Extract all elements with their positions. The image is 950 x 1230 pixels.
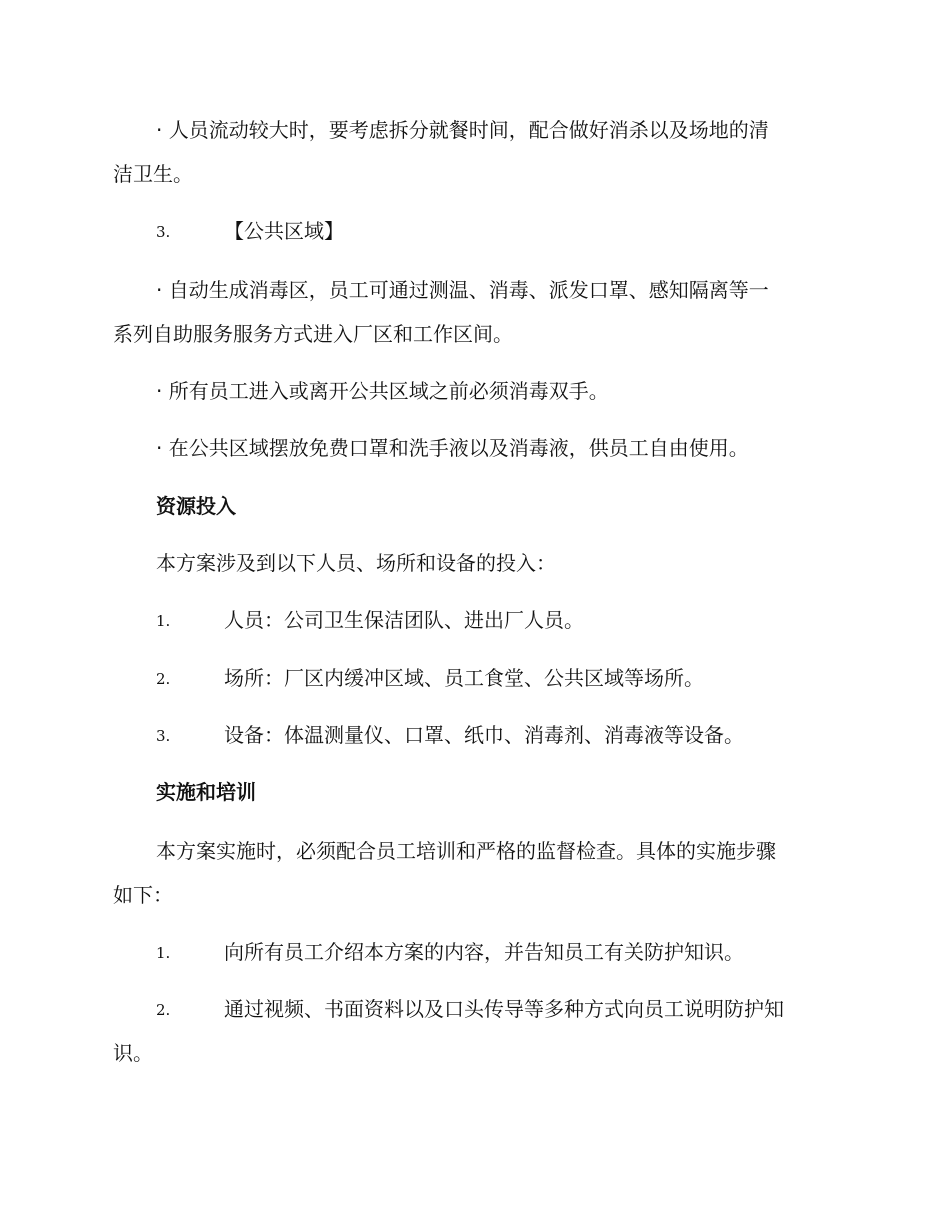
list-number: 2. — [156, 1001, 171, 1019]
paragraph-line: · 在公共区域摆放免费口罩和洗手液以及消毒液，供员工自由使用。 — [156, 436, 749, 460]
paragraph-line: · 自动生成消毒区，员工可通过测温、消毒、派发口罩、感知隔离等一 — [156, 278, 769, 302]
paragraph-line: 本方案涉及到以下人员、场所和设备的投入： — [156, 551, 556, 575]
list-number: 3. — [156, 727, 171, 745]
list-item-continuation: 识。 — [113, 1041, 153, 1065]
paragraph-line: · 人员流动较大时，要考虑拆分就餐时间，配合做好消杀以及场地的清 — [156, 118, 769, 142]
paragraph-line: 洁卫生。 — [113, 162, 193, 186]
list-item: 通过视频、书面资料以及口头传导等多种方式向员工说明防护知 — [224, 997, 784, 1021]
paragraph-line: 系列自助服务服务方式进入厂区和工作区间。 — [113, 322, 513, 346]
list-number: 2. — [156, 670, 171, 688]
list-number: 1. — [156, 612, 171, 630]
list-item: 向所有员工介绍本方案的内容，并告知员工有关防护知识。 — [224, 940, 744, 964]
paragraph-line: · 所有员工进入或离开公共区域之前必须消毒双手。 — [156, 379, 609, 403]
list-item: 人员：公司卫生保洁团队、进出厂人员。 — [224, 608, 584, 632]
section-label: 【公共区域】 — [224, 219, 344, 243]
list-item: 场所：厂区内缓冲区域、员工食堂、公共区域等场所。 — [224, 666, 704, 690]
paragraph-line: 本方案实施时，必须配合员工培训和严格的监督检查。具体的实施步骤 — [156, 839, 776, 863]
list-number: 1. — [156, 944, 171, 962]
list-number: 3. — [156, 223, 171, 241]
paragraph-line: 如下： — [113, 883, 173, 907]
section-heading: 资源投入 — [156, 494, 236, 518]
list-item: 设备：体温测量仪、口罩、纸巾、消毒剂、消毒液等设备。 — [224, 723, 744, 747]
section-heading: 实施和培训 — [156, 780, 256, 804]
